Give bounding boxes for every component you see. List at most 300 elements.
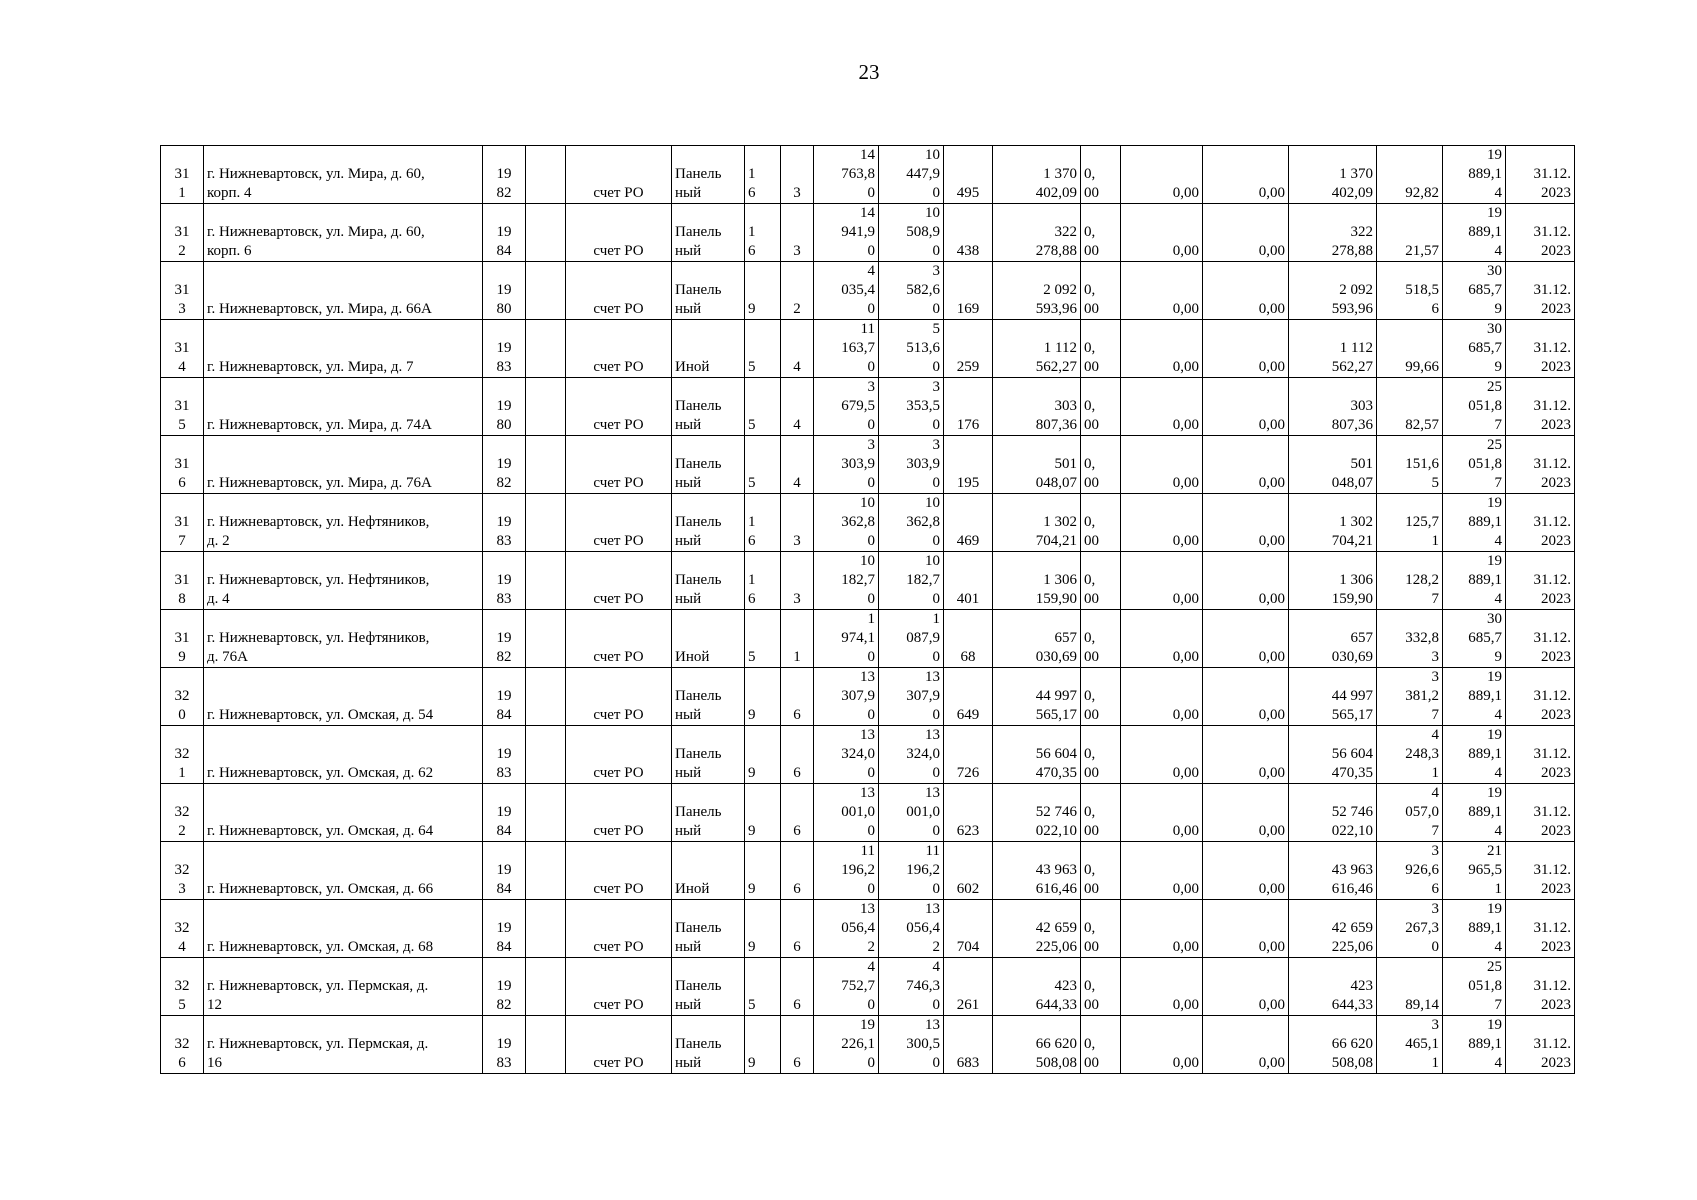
row-number — [161, 842, 204, 900]
address-cell-line: г. Нижневартовск, ул. Мира, д. 66А — [207, 301, 432, 317]
cost-owners-cell — [1289, 610, 1377, 668]
blank-cell — [526, 262, 566, 320]
cost-fund-a-cell-line: 00 — [1084, 417, 1099, 433]
cost-owners-cell-line: 022,10 — [1331, 823, 1373, 839]
total-cost-cell-line: 278,88 — [1035, 243, 1077, 259]
deadline-cell — [1506, 320, 1575, 378]
unit-cost-cell-line: 151,6 — [1405, 456, 1439, 472]
cost-owners-cell-line: 159,90 — [1331, 591, 1373, 607]
unit-limit-cell-line: 051,8 — [1468, 978, 1502, 994]
row-number-line: 4 — [178, 359, 186, 375]
total-area-cell-line: 196,2 — [841, 862, 875, 878]
wall-material-cell-line: Панель — [675, 1036, 722, 1052]
residents-cell-text: 495 — [956, 185, 980, 201]
cost-owners-cell — [1289, 900, 1377, 958]
total-cost-cell-line: 644,33 — [1035, 997, 1077, 1013]
deadline-cell — [1506, 1016, 1575, 1074]
total-cost-cell-line: 704,21 — [1035, 533, 1077, 549]
residents-cell-text: 195 — [956, 475, 980, 491]
year-cell-line: 19 — [496, 166, 512, 182]
total-area-cell-line: 163,7 — [841, 340, 875, 356]
row-number — [161, 726, 204, 784]
cost-fund-b-cell-text: 0,00 — [1172, 823, 1199, 839]
total-area-cell — [814, 146, 879, 204]
total-cost-cell-line: 159,90 — [1035, 591, 1077, 607]
living-area-cell-line: 10 — [925, 147, 940, 163]
account-cell — [566, 610, 672, 668]
row-number — [161, 784, 204, 842]
row-number-line: 32 — [174, 920, 190, 936]
unit-limit-cell-line: 19 — [1487, 901, 1502, 917]
cost-fund-b-cell-text: 0,00 — [1172, 301, 1199, 317]
wall-material-cell — [672, 494, 745, 552]
cost-fund-a-cell-line: 0, — [1084, 282, 1096, 298]
cost-fund-a-cell-line: 0, — [1084, 862, 1096, 878]
entrances-cell-text: 6 — [793, 939, 801, 955]
cost-fund-b-cell — [1121, 552, 1203, 610]
account-cell — [566, 842, 672, 900]
total-area-cell-line: 679,5 — [841, 398, 875, 414]
cost-fund-a-cell-line: 00 — [1084, 765, 1099, 781]
cost-owners-cell-line: 52 746 — [1331, 804, 1373, 820]
cost-fund-c-cell — [1203, 436, 1289, 494]
address-cell — [204, 668, 483, 726]
unit-cost-cell-line: 3 — [1431, 843, 1439, 859]
wall-material-cell-line: ный — [675, 707, 702, 723]
cost-fund-c-cell-text: 0,00 — [1258, 939, 1285, 955]
unit-limit-cell-line: 9 — [1494, 359, 1502, 375]
deadline-cell — [1506, 610, 1575, 668]
entrances-cell — [781, 262, 814, 320]
unit-cost-cell-line: 5 — [1431, 475, 1439, 491]
row-number — [161, 610, 204, 668]
cost-fund-b-cell — [1121, 784, 1203, 842]
address-cell-line: 12 — [207, 997, 222, 1013]
floors-cell — [745, 146, 781, 204]
unit-limit-cell-line: 889,1 — [1468, 224, 1502, 240]
floors-cell — [745, 262, 781, 320]
cost-fund-c-cell — [1203, 1016, 1289, 1074]
row-number — [161, 494, 204, 552]
deadline-cell — [1506, 146, 1575, 204]
floors-cell-line: 9 — [748, 881, 756, 897]
wall-material-cell-line: ный — [675, 823, 702, 839]
year-cell-line: 82 — [496, 475, 512, 491]
year-cell — [483, 1016, 526, 1074]
living-area-cell — [879, 668, 944, 726]
address-cell-line: г. Нижневартовск, ул. Мира, д. 60, — [207, 166, 425, 182]
cost-fund-a-cell-line: 0, — [1084, 978, 1096, 994]
deadline-cell-line: 31.12. — [1533, 398, 1571, 414]
year-cell-line: 19 — [496, 746, 512, 762]
unit-cost-cell-line: 6 — [1431, 881, 1439, 897]
cost-fund-a-cell — [1081, 668, 1121, 726]
cost-fund-b-cell — [1121, 204, 1203, 262]
table-row — [161, 262, 1575, 320]
unit-limit-cell — [1443, 204, 1506, 262]
living-area-cell-line: 056,4 — [906, 920, 940, 936]
living-area-cell-line: 0 — [932, 301, 940, 317]
unit-limit-cell — [1443, 320, 1506, 378]
entrances-cell-text: 1 — [793, 649, 801, 665]
address-cell — [204, 900, 483, 958]
deadline-cell-line: 2023 — [1541, 939, 1571, 955]
account-cell — [566, 958, 672, 1016]
cost-fund-b-cell-text: 0,00 — [1172, 1055, 1199, 1071]
cost-owners-cell-line: 1 302 — [1339, 514, 1373, 530]
total-area-cell-line: 0 — [867, 881, 875, 897]
blank-cell — [526, 436, 566, 494]
living-area-cell-line: 182,7 — [906, 572, 940, 588]
wall-material-cell-line: Панель — [675, 282, 722, 298]
floors-cell — [745, 436, 781, 494]
floors-cell — [745, 726, 781, 784]
cost-owners-cell — [1289, 784, 1377, 842]
total-cost-cell — [993, 146, 1081, 204]
address-cell — [204, 436, 483, 494]
address-cell — [204, 958, 483, 1016]
year-cell-line: 82 — [496, 649, 512, 665]
total-area-cell-line: 362,8 — [841, 514, 875, 530]
cost-fund-b-cell — [1121, 146, 1203, 204]
total-cost-cell-line: 593,96 — [1035, 301, 1077, 317]
deadline-cell-line: 2023 — [1541, 591, 1571, 607]
living-area-cell — [879, 204, 944, 262]
cost-fund-a-cell-line: 0, — [1084, 514, 1096, 530]
wall-material-cell-line: Иной — [675, 649, 710, 665]
cost-owners-cell-line: 501 — [1350, 456, 1373, 472]
year-cell — [483, 320, 526, 378]
cost-fund-b-cell — [1121, 320, 1203, 378]
table-row — [161, 842, 1575, 900]
unit-cost-cell-line: 248,3 — [1405, 746, 1439, 762]
unit-limit-cell-line: 19 — [1487, 553, 1502, 569]
total-cost-cell-line: 562,27 — [1035, 359, 1077, 375]
cost-fund-c-cell — [1203, 958, 1289, 1016]
cost-fund-b-cell — [1121, 958, 1203, 1016]
year-cell — [483, 668, 526, 726]
total-cost-cell-line: 2 092 — [1043, 282, 1077, 298]
unit-cost-cell — [1377, 668, 1443, 726]
deadline-cell-line: 31.12. — [1533, 630, 1571, 646]
unit-cost-cell-line: 332,8 — [1405, 630, 1439, 646]
year-cell-line: 19 — [496, 572, 512, 588]
cost-fund-a-cell-line: 00 — [1084, 533, 1099, 549]
deadline-cell-line: 31.12. — [1533, 862, 1571, 878]
unit-cost-cell — [1377, 204, 1443, 262]
account-cell-text: счет РО — [593, 823, 644, 839]
year-cell — [483, 552, 526, 610]
deadline-cell-line: 31.12. — [1533, 166, 1571, 182]
cost-fund-b-cell-text: 0,00 — [1172, 881, 1199, 897]
living-area-cell-line: 5 — [932, 321, 940, 337]
total-cost-cell — [993, 436, 1081, 494]
year-cell-line: 83 — [496, 591, 512, 607]
row-number — [161, 204, 204, 262]
row-number-line: 31 — [174, 282, 190, 298]
cost-fund-c-cell-text: 0,00 — [1258, 591, 1285, 607]
living-area-cell — [879, 842, 944, 900]
unit-limit-cell-line: 685,7 — [1468, 630, 1502, 646]
cost-fund-b-cell — [1121, 668, 1203, 726]
unit-limit-cell-line: 4 — [1494, 765, 1502, 781]
unit-cost-cell-line: 7 — [1431, 707, 1439, 723]
table-row — [161, 494, 1575, 552]
row-number — [161, 378, 204, 436]
cost-fund-a-cell-line: 0, — [1084, 398, 1096, 414]
total-area-cell-line: 324,0 — [841, 746, 875, 762]
unit-cost-cell — [1377, 610, 1443, 668]
total-cost-cell — [993, 668, 1081, 726]
account-cell-text: счет РО — [593, 1055, 644, 1071]
unit-cost-cell-line: 3 — [1431, 669, 1439, 685]
cost-owners-cell-line: 322 — [1350, 224, 1373, 240]
residents-cell — [944, 668, 993, 726]
wall-material-cell — [672, 900, 745, 958]
living-area-cell — [879, 436, 944, 494]
account-cell — [566, 726, 672, 784]
unit-limit-cell — [1443, 900, 1506, 958]
unit-cost-cell-line: 4 — [1431, 785, 1439, 801]
total-cost-cell-line: 303 — [1054, 398, 1077, 414]
wall-material-cell-line: ный — [675, 417, 702, 433]
cost-fund-b-cell — [1121, 726, 1203, 784]
cost-owners-cell-line: 225,06 — [1331, 939, 1373, 955]
year-cell-line: 83 — [496, 765, 512, 781]
cost-fund-a-cell-line: 00 — [1084, 881, 1099, 897]
blank-cell — [526, 1016, 566, 1074]
year-cell-line: 83 — [496, 533, 512, 549]
floors-cell-line: 6 — [748, 185, 756, 201]
address-cell — [204, 610, 483, 668]
unit-cost-cell-line: 267,3 — [1405, 920, 1439, 936]
cost-fund-a-cell-line: 00 — [1084, 243, 1099, 259]
account-cell-text: счет РО — [593, 243, 644, 259]
unit-cost-cell-line: 128,2 — [1405, 572, 1439, 588]
deadline-cell-line: 31.12. — [1533, 456, 1571, 472]
unit-cost-cell — [1377, 146, 1443, 204]
cost-fund-b-cell — [1121, 378, 1203, 436]
row-number-line: 6 — [178, 475, 186, 491]
floors-cell-line: 9 — [748, 765, 756, 781]
row-number-line: 32 — [174, 1036, 190, 1052]
total-area-cell-line: 3 — [867, 379, 875, 395]
address-cell-line: д. 76А — [207, 649, 248, 665]
unit-limit-cell-line: 30 — [1487, 321, 1502, 337]
floors-cell-line: 6 — [748, 243, 756, 259]
cost-fund-a-cell — [1081, 552, 1121, 610]
living-area-cell-line: 10 — [925, 205, 940, 221]
cost-owners-cell-line: 423 — [1350, 978, 1373, 994]
total-area-cell-line: 11 — [860, 321, 875, 337]
total-cost-cell-line: 42 659 — [1035, 920, 1077, 936]
deadline-cell-line: 2023 — [1541, 533, 1571, 549]
unit-limit-cell-line: 21 — [1487, 843, 1502, 859]
deadline-cell-line: 31.12. — [1533, 920, 1571, 936]
living-area-cell-line: 0 — [932, 881, 940, 897]
total-area-cell — [814, 1016, 879, 1074]
row-number — [161, 552, 204, 610]
total-area-cell-line: 0 — [867, 823, 875, 839]
unit-limit-cell-line: 19 — [1487, 785, 1502, 801]
cost-owners-cell-line: 048,07 — [1331, 475, 1373, 491]
cost-fund-c-cell-text: 0,00 — [1258, 649, 1285, 665]
account-cell-text: счет РО — [593, 417, 644, 433]
year-cell — [483, 900, 526, 958]
cost-owners-cell-line: 42 659 — [1331, 920, 1373, 936]
unit-limit-cell — [1443, 784, 1506, 842]
cost-fund-c-cell-text: 0,00 — [1258, 707, 1285, 723]
wall-material-cell-line: Панель — [675, 978, 722, 994]
row-number — [161, 262, 204, 320]
entrances-cell — [781, 320, 814, 378]
deadline-cell-line: 2023 — [1541, 1055, 1571, 1071]
total-area-cell — [814, 668, 879, 726]
wall-material-cell-line: Панель — [675, 920, 722, 936]
residents-cell — [944, 726, 993, 784]
cost-fund-c-cell — [1203, 900, 1289, 958]
living-area-cell — [879, 146, 944, 204]
unit-limit-cell-line: 889,1 — [1468, 688, 1502, 704]
wall-material-cell — [672, 436, 745, 494]
unit-limit-cell-line: 9 — [1494, 301, 1502, 317]
cost-fund-a-cell-line: 00 — [1084, 823, 1099, 839]
row-number-line: 32 — [174, 804, 190, 820]
unit-limit-cell-line: 685,7 — [1468, 340, 1502, 356]
blank-cell — [526, 146, 566, 204]
living-area-cell-line: 0 — [932, 417, 940, 433]
unit-limit-cell-line: 685,7 — [1468, 282, 1502, 298]
entrances-cell-text: 3 — [793, 591, 801, 607]
cost-fund-b-cell-text: 0,00 — [1172, 359, 1199, 375]
cost-fund-a-cell — [1081, 900, 1121, 958]
year-cell-line: 19 — [496, 630, 512, 646]
row-number-line: 1 — [178, 185, 186, 201]
cost-fund-c-cell — [1203, 726, 1289, 784]
cost-fund-c-cell — [1203, 610, 1289, 668]
unit-cost-cell-line: 7 — [1431, 591, 1439, 607]
total-cost-cell — [993, 842, 1081, 900]
cost-owners-cell — [1289, 958, 1377, 1016]
year-cell-line: 19 — [496, 398, 512, 414]
residents-cell-text: 602 — [956, 881, 980, 897]
deadline-cell-line: 2023 — [1541, 185, 1571, 201]
cost-owners-cell — [1289, 320, 1377, 378]
unit-limit-cell-line: 19 — [1487, 205, 1502, 221]
address-cell-line: г. Нижневартовск, ул. Омская, д. 64 — [207, 823, 434, 839]
residents-cell — [944, 146, 993, 204]
deadline-cell-line: 31.12. — [1533, 514, 1571, 530]
row-number — [161, 1016, 204, 1074]
cost-fund-a-cell — [1081, 494, 1121, 552]
wall-material-cell — [672, 784, 745, 842]
address-cell — [204, 146, 483, 204]
deadline-cell — [1506, 204, 1575, 262]
cost-fund-b-cell-text: 0,00 — [1172, 707, 1199, 723]
address-cell-line: 16 — [207, 1055, 222, 1071]
cost-fund-a-cell — [1081, 204, 1121, 262]
address-cell-line: д. 4 — [207, 591, 230, 607]
living-area-cell — [879, 726, 944, 784]
cost-fund-a-cell — [1081, 610, 1121, 668]
residents-cell — [944, 494, 993, 552]
cost-fund-c-cell-text: 0,00 — [1258, 765, 1285, 781]
cost-fund-a-cell-line: 0, — [1084, 630, 1096, 646]
unit-cost-cell-text: 92,82 — [1405, 185, 1439, 201]
cost-fund-c-cell-text: 0,00 — [1258, 185, 1285, 201]
year-cell — [483, 262, 526, 320]
unit-cost-cell-text: 89,14 — [1405, 997, 1439, 1013]
unit-cost-cell-line: 6 — [1431, 301, 1439, 317]
cost-fund-a-cell — [1081, 1016, 1121, 1074]
wall-material-cell-line: Иной — [675, 359, 710, 375]
deadline-cell — [1506, 900, 1575, 958]
total-area-cell-line: 307,9 — [841, 688, 875, 704]
wall-material-cell-line: ный — [675, 939, 702, 955]
total-cost-cell-line: 402,09 — [1035, 185, 1077, 201]
row-number-line: 3 — [178, 881, 186, 897]
cost-owners-cell-line: 1 370 — [1339, 166, 1373, 182]
deadline-cell — [1506, 784, 1575, 842]
deadline-cell-line: 31.12. — [1533, 224, 1571, 240]
total-cost-cell — [993, 610, 1081, 668]
year-cell — [483, 958, 526, 1016]
floors-cell-line: 5 — [748, 649, 756, 665]
total-cost-cell-line: 565,17 — [1035, 707, 1077, 723]
cost-fund-b-cell — [1121, 262, 1203, 320]
cost-fund-b-cell — [1121, 494, 1203, 552]
unit-limit-cell-line: 19 — [1487, 727, 1502, 743]
account-cell-text: счет РО — [593, 707, 644, 723]
floors-cell — [745, 552, 781, 610]
total-area-cell-line: 226,1 — [841, 1036, 875, 1052]
residents-cell — [944, 320, 993, 378]
wall-material-cell-line: Панель — [675, 746, 722, 762]
total-area-cell-line: 13 — [860, 785, 875, 801]
cost-fund-a-cell-line: 0, — [1084, 688, 1096, 704]
unit-limit-cell — [1443, 552, 1506, 610]
cost-fund-b-cell — [1121, 1016, 1203, 1074]
blank-cell — [526, 784, 566, 842]
entrances-cell-text: 2 — [793, 301, 801, 317]
row-number-line: 31 — [174, 514, 190, 530]
cost-fund-a-cell — [1081, 320, 1121, 378]
living-area-cell-line: 13 — [925, 669, 940, 685]
unit-limit-cell — [1443, 262, 1506, 320]
cost-owners-cell — [1289, 146, 1377, 204]
wall-material-cell — [672, 262, 745, 320]
unit-limit-cell-line: 7 — [1494, 997, 1502, 1013]
total-cost-cell — [993, 378, 1081, 436]
total-area-cell-line: 0 — [867, 591, 875, 607]
cost-fund-c-cell — [1203, 668, 1289, 726]
table-row — [161, 610, 1575, 668]
total-area-cell — [814, 436, 879, 494]
floors-cell-line: 9 — [748, 939, 756, 955]
unit-cost-cell-line: 057,0 — [1405, 804, 1439, 820]
unit-limit-cell-line: 7 — [1494, 475, 1502, 491]
total-area-cell-line: 974,1 — [841, 630, 875, 646]
living-area-cell-line: 0 — [932, 359, 940, 375]
total-area-cell — [814, 262, 879, 320]
address-cell-line: г. Нижневартовск, ул. Омская, д. 66 — [207, 881, 434, 897]
table-body — [161, 146, 1575, 1074]
unit-limit-cell — [1443, 146, 1506, 204]
entrances-cell-text: 3 — [793, 533, 801, 549]
living-area-cell-line: 3 — [932, 263, 940, 279]
unit-cost-cell-line: 125,7 — [1405, 514, 1439, 530]
address-cell — [204, 1016, 483, 1074]
